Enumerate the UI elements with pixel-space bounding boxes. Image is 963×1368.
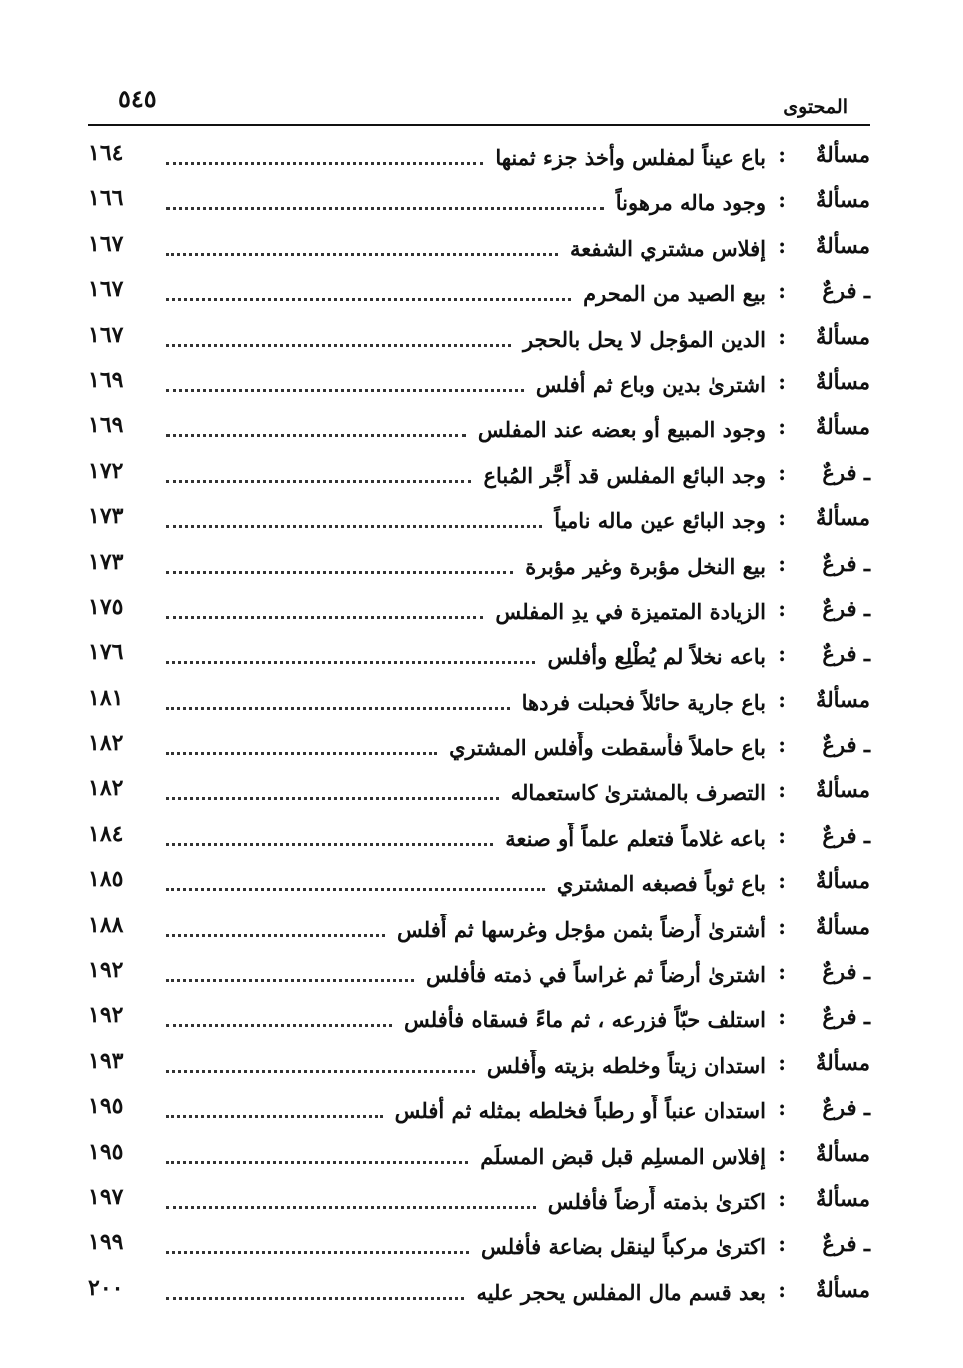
entry-label: مسألةٌ [815,142,870,167]
dot-leader [166,1004,392,1027]
entry-title-with-leader [166,641,766,671]
entry-page-number: ١٩٥ [88,1093,124,1120]
entry-title: باع حاملاً فأَسقطت وأَفلس المشتري [449,735,766,761]
entry-label: ـ فرعٌ [822,822,870,848]
dot-leader [166,1050,475,1073]
entry-title: باع عيناً لمفلس وأخذ جزء ثمنها [495,145,766,170]
entry-label: مسألةٌ [815,686,870,712]
entry-title: اشترىٰ بدين وباع ثم أفلس [535,371,766,397]
dot-leader [166,551,513,574]
entry-title-with-leader [166,278,766,308]
entry-title-with-leader [166,596,766,626]
entry-page-number: ١٧٢ [88,457,124,484]
dot-leader [166,687,510,710]
entry-label: مسألةٌ [815,414,870,440]
entry-separator: : [778,1095,786,1121]
entry-title-with-leader [166,460,766,490]
entry-page-number: ١٨٨ [88,911,124,938]
entry-title: باع جارية حائلاً فحبلت فردها [521,689,766,715]
dot-leader [166,142,483,165]
toc-entry [88,270,870,315]
entry-title: باع ثوباً فصبغه المشتري [556,871,766,897]
entry-title-with-leader [166,777,766,807]
entry-title-with-leader [166,142,766,172]
entry-title-with-leader [166,1277,766,1307]
entry-separator: : [778,641,786,667]
dot-leader [166,1231,469,1254]
dot-leader [166,823,493,846]
entry-title: وجود المبيع أو بعضه عند المفلس [477,417,766,443]
entry-title-with-leader [166,369,766,399]
entry-separator: : [778,686,786,712]
entry-title: استدان زيتاً وخلطه بزيته وأَفلس [486,1052,766,1078]
entry-title: وجد البائع عين ماله نامياً [554,508,766,534]
entry-label: مسألةٌ [815,368,870,394]
entry-separator: : [778,1049,786,1075]
entry-title: باعه غلاماً فتعلم علماً أَو صنعة [505,825,766,851]
entry-title: الدين المؤجل لا يحل بالحجر [522,326,766,352]
entry-separator: : [778,868,786,894]
dot-leader [166,324,511,347]
entry-title-with-leader [166,732,766,762]
entry-label: مسألةٌ [815,913,870,939]
toc-entry [88,951,870,996]
toc-entry [88,996,870,1041]
toc-entry [88,1178,870,1223]
entry-label: مسألةٌ [815,1185,870,1211]
entry-page-number: ١٨٢ [88,775,124,802]
entry-title-with-leader [166,823,766,853]
entry-title: وجد البائع المفلس قد أَجَّر المُباع [483,462,766,488]
entry-page-number: ١٨١ [88,684,124,711]
toc-entry [88,1087,870,1132]
entry-title: وجود ماله مرهوناً [615,190,766,216]
entry-title: إفلاس مشتري الشفعة [570,235,766,261]
entry-title-with-leader [166,1004,766,1034]
entry-label: مسألةٌ [815,868,870,894]
entry-page-number: ٢٠٠ [88,1274,124,1301]
entry-page-number: ١٩٢ [88,957,124,984]
entry-separator: : [778,913,786,939]
entry-title: بعد قسم مال المفلس يحجر عليه [476,1279,766,1305]
entry-label: مسألةٌ [815,323,870,349]
entry-label: ـ فرعٌ [822,641,870,667]
entry-title: التصرف بالمشترىٰ كاستعماله [510,780,766,806]
entry-separator: : [778,368,786,394]
dot-leader [166,1277,464,1300]
entry-page-number: ١٧٥ [88,593,124,620]
page-header [88,78,870,126]
dot-leader [166,641,535,664]
toc-entry [88,179,870,224]
entry-title-with-leader [166,1186,766,1216]
entry-page-number: ١٦٧ [88,276,124,303]
entry-title: إفلاس المسلِم قبل قبض المسلَم [480,1143,766,1169]
entry-title-with-leader [166,1231,766,1261]
toc-entry [88,906,870,951]
page-number: ٥٤٥ [118,84,157,113]
dot-leader [166,414,466,437]
entry-label: ـ فرعٌ [822,278,870,304]
toc-entry [88,1269,870,1314]
entry-title-with-leader [166,959,766,989]
entry-page-number: ١٦٧ [88,230,124,257]
entry-label: مسألةٌ [815,187,870,213]
dot-leader [166,732,437,755]
entry-title: بيع الصيد من المحرم [583,281,766,307]
entry-title-with-leader [166,324,766,354]
entry-title: بيع النخل مؤبرة وغير مؤبرة [525,553,766,579]
entry-label: ـ فرعٌ [822,959,870,985]
dot-leader [166,187,604,210]
entry-label: ـ فرعٌ [822,595,870,621]
toc-entry [88,1133,870,1178]
entry-label: مسألةٌ [815,1049,870,1075]
entry-label: ـ فرعٌ [822,459,870,485]
entry-separator: : [778,1276,786,1302]
entry-title-with-leader [166,1095,766,1125]
entry-page-number: ١٩٢ [88,1002,124,1029]
entry-page-number: ١٦٩ [88,412,124,439]
entry-page-number: ١٦٧ [88,321,124,348]
dot-leader [166,278,571,301]
toc-entry [88,1042,870,1087]
dot-leader [166,1186,536,1209]
toc-entry [88,316,870,361]
entry-title: اكترىٰ بذمته أَرضاً فأفلس [547,1188,766,1214]
running-title: المحتوى [783,96,848,118]
toc-entry [88,815,870,860]
dot-leader [166,369,524,392]
entry-separator: : [778,142,786,167]
entry-separator: : [778,1231,786,1257]
entry-title-with-leader [166,233,766,263]
entry-separator: : [778,1140,786,1166]
entry-label: مسألةٌ [815,1140,870,1166]
toc-entry [88,679,870,724]
toc-entry [88,633,870,678]
dot-leader [166,460,471,483]
entry-title-with-leader [166,505,766,535]
table-of-contents [88,134,870,1314]
entry-page-number: ١٨٤ [88,820,124,847]
entry-title-with-leader [166,868,766,898]
entry-title-with-leader [166,1050,766,1080]
dot-leader [166,596,483,619]
entry-title-with-leader [166,687,766,717]
entry-label: مسألةٌ [815,777,870,803]
entry-title: استلف حبّاً فزرعه ، ثم ماءً فسقاه فأفلس [403,1007,766,1033]
entry-label: ـ فرعٌ [822,550,870,576]
toc-entry [88,452,870,497]
entry-separator: : [778,323,786,349]
entry-separator: : [778,550,786,576]
dot-leader [166,233,558,256]
entry-page-number: ١٩٧ [88,1183,124,1210]
dot-leader [166,505,542,528]
entry-separator: : [778,1004,786,1030]
entry-page-number: ١٦٤ [88,140,124,166]
entry-page-number: ١٨٢ [88,730,124,757]
entry-title: أشترىٰ أَرضاً بثمن مؤجل وغرسها ثم أَفلس [397,916,766,942]
entry-label: ـ فرعٌ [822,1231,870,1257]
entry-title-with-leader [166,914,766,944]
entry-page-number: ١٨٥ [88,866,124,893]
dot-leader [166,914,385,937]
entry-page-number: ١٩٥ [88,1138,124,1165]
toc-entry [88,497,870,542]
entry-separator: : [778,505,786,531]
entry-page-number: ١٧٦ [88,639,124,666]
dot-leader [166,959,414,982]
entry-page-number: ١٧٣ [88,503,124,530]
entry-page-number: ١٧٣ [88,548,124,575]
entry-separator: : [778,822,786,848]
entry-title: استدان عنباً أَو رطباً فخلطه بمثله ثم أفلس [394,1098,766,1124]
toc-entry [88,724,870,769]
toc-entry [88,134,870,179]
toc-entry [88,406,870,451]
toc-entry [88,361,870,406]
entry-page-number: ١٦٩ [88,366,124,393]
entry-separator: : [778,278,786,304]
entry-separator: : [778,1185,786,1211]
entry-title-with-leader [166,187,766,217]
entry-separator: : [778,187,786,213]
entry-separator: : [778,414,786,440]
entry-title-with-leader [166,414,766,444]
toc-entry [88,588,870,633]
entry-title-with-leader [166,551,766,581]
entry-title-with-leader [166,1141,766,1171]
entry-page-number: ١٩٣ [88,1047,124,1074]
entry-separator: : [778,959,786,985]
entry-separator: : [778,777,786,803]
entry-label: ـ فرعٌ [822,1004,870,1030]
toc-entry [88,1223,870,1268]
entry-separator: : [778,595,786,621]
entry-label: مسألةٌ [815,232,870,258]
entry-label: ـ فرعٌ [822,732,870,758]
dot-leader [166,868,545,891]
entry-separator: : [778,232,786,258]
toc-entry [88,860,870,905]
entry-separator: : [778,459,786,485]
toc-entry [88,225,870,270]
entry-title: الزيادة المتميزة في يدِ المفلس [495,598,766,624]
entry-label: مسألةٌ [815,505,870,531]
entry-page-number: ١٦٦ [88,185,124,212]
dot-leader [166,1141,468,1164]
toc-entry [88,543,870,588]
entry-title: باعه نخلاً لم يُطْلِع وأفلس [547,644,766,670]
entry-label: مسألةٌ [815,1276,870,1302]
entry-page-number: ١٩٩ [88,1229,124,1256]
dot-leader [166,777,499,800]
entry-label: ـ فرعٌ [822,1095,870,1121]
toc-entry [88,769,870,814]
entry-title: اكترىٰ مركباً لينقل بضاعة فأفلس [480,1234,766,1260]
entry-title: اشترىٰ أرضاً ثم غراساً في ذمته فأفلس [425,962,766,988]
dot-leader [166,1095,383,1118]
entry-separator: : [778,732,786,758]
